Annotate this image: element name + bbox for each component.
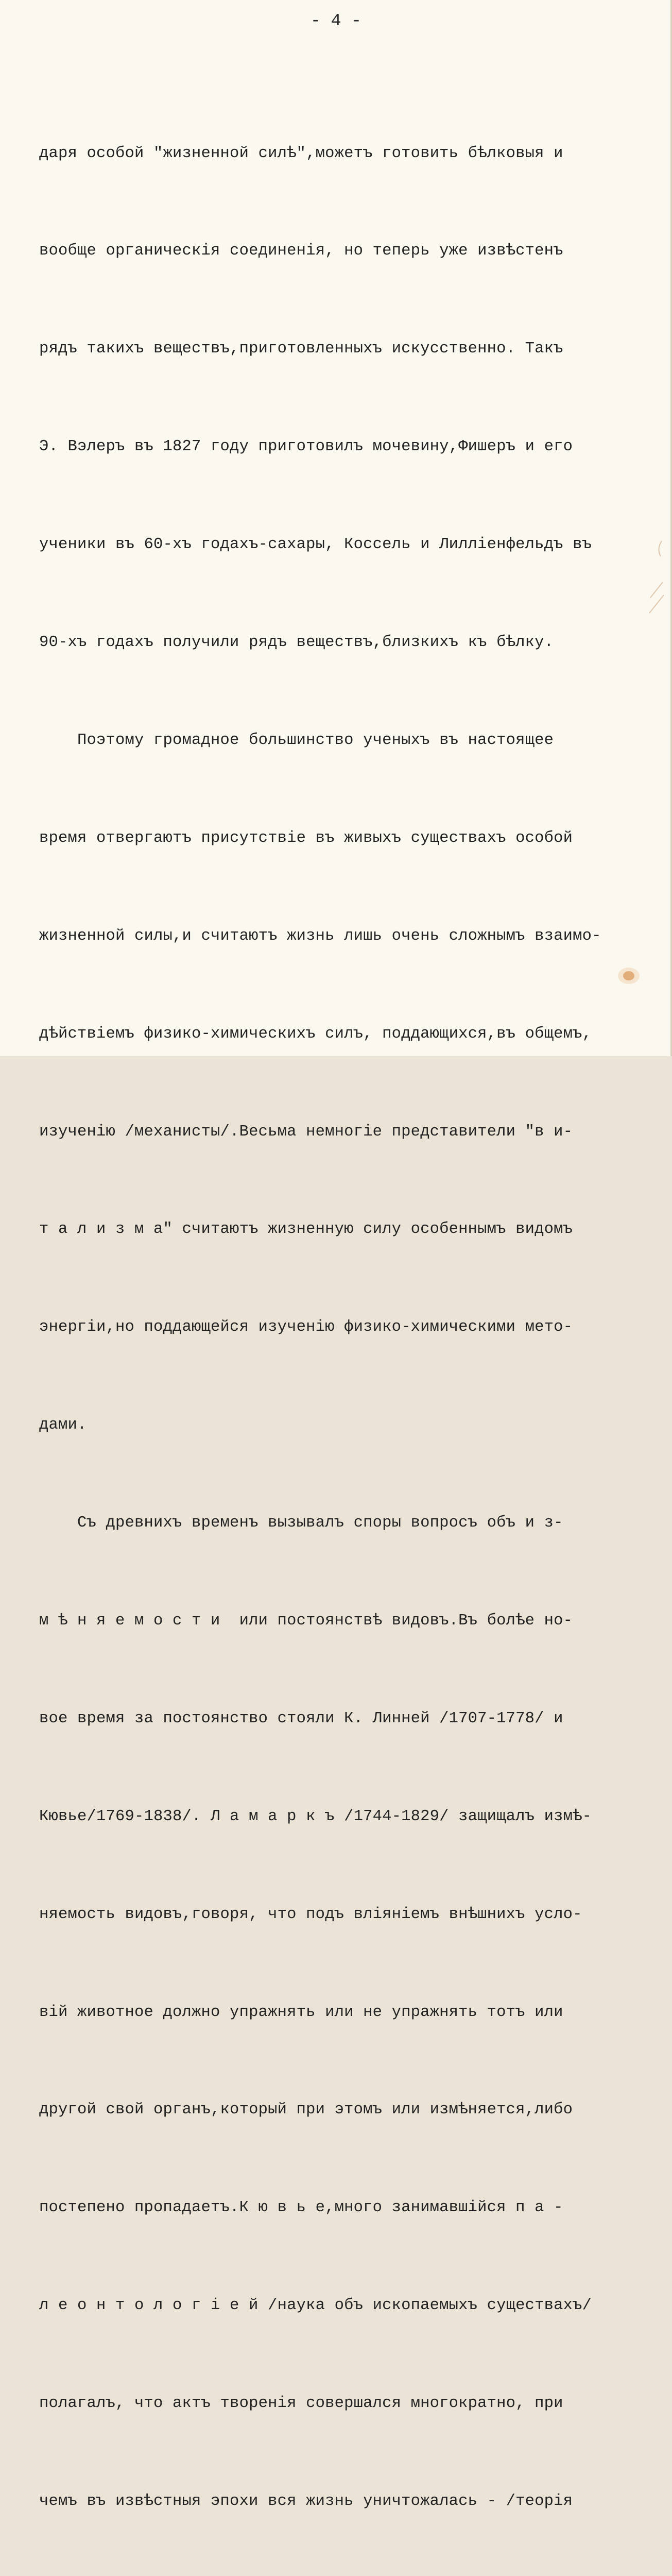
text-line: рядъ такихъ веществъ,приготовленныхъ искусственно. Такъ bbox=[39, 340, 563, 358]
text-line: л е о н т о л о г і е й /наука объ ископаемыхъ существахъ/ bbox=[39, 2297, 592, 2315]
text-line: ученики въ 60-хъ годахъ-сахары, Коссель и Лилліенфельдъ въ bbox=[39, 536, 592, 554]
text-line: 90-хъ годахъ получили рядъ веществъ,близкихъ къ бѣлку. bbox=[39, 634, 554, 652]
pencil-margin-marks bbox=[646, 536, 667, 639]
text-line: дами. bbox=[39, 1416, 87, 1434]
ink-stain-core bbox=[623, 971, 634, 980]
text-line: Поэтому громадное большинство ученыхъ въ настоящее bbox=[39, 731, 554, 749]
text-line: т а л и з м а" считаютъ жизненную силу особеннымъ видомъ bbox=[39, 1221, 573, 1239]
text-line: м ѣ н я е м о с т и или постоянствѣ видовъ.Въ болѣе но- bbox=[39, 1612, 573, 1630]
text-line: няемость видовъ,говоря, что подъ вліяніемъ внѣшнихъ усло- bbox=[39, 1905, 582, 1923]
text-line: изученію /механисты/.Весьма немногіе представители "в и- bbox=[39, 1123, 573, 1141]
text-line: Кювье/1769-1838/. Л а м а р к ъ /1744-1829/ защищалъ измѣ- bbox=[39, 1807, 592, 1825]
text-line: вое время за постоянство стояли К. Линней /1707-1778/ и bbox=[39, 1709, 563, 1727]
body-text bbox=[39, 72, 668, 2576]
text-line: другой свой органъ,который при этомъ или измѣняется,либо bbox=[39, 2101, 573, 2119]
text-line: Съ древнихъ временъ вызывалъ споры вопросъ объ и з- bbox=[39, 1514, 563, 1532]
text-line: энергіи,но поддающейся изученію физико-химическими мето- bbox=[39, 1318, 573, 1336]
text-line: даря особой "жизненной силѣ",можетъ готовить бѣлковыя и bbox=[39, 144, 563, 162]
text-line: жизненной силы,и считаютъ жизнь лишь очень сложнымъ взаимо- bbox=[39, 927, 601, 945]
text-line: вій животное должно упражнять или не упражнять тотъ или bbox=[39, 2003, 563, 2021]
text-line: Э. Вэлеръ въ 1827 году приготовилъ мочевину,Фишеръ и его bbox=[39, 438, 573, 456]
page-number: - 4 - bbox=[310, 11, 362, 30]
text-line: чемъ въ извѣстныя эпохи вся жизнь уничтожалась - /теорія bbox=[39, 2492, 573, 2510]
text-line: вообще органическія соединенія, но теперь уже извѣстенъ bbox=[39, 242, 563, 260]
text-line: время отвергаютъ присутствіе въ живыхъ существахъ особой bbox=[39, 829, 573, 847]
text-line: постепено пропадаетъ.К ю в ь е,много занимавшійся п а - bbox=[39, 2199, 563, 2217]
text-line: дѣйствіемъ физико-химическихъ силъ, поддающихся,въ общемъ, bbox=[39, 1025, 592, 1043]
text-line: полагалъ, что актъ творенія совершался многократно, при bbox=[39, 2395, 563, 2413]
